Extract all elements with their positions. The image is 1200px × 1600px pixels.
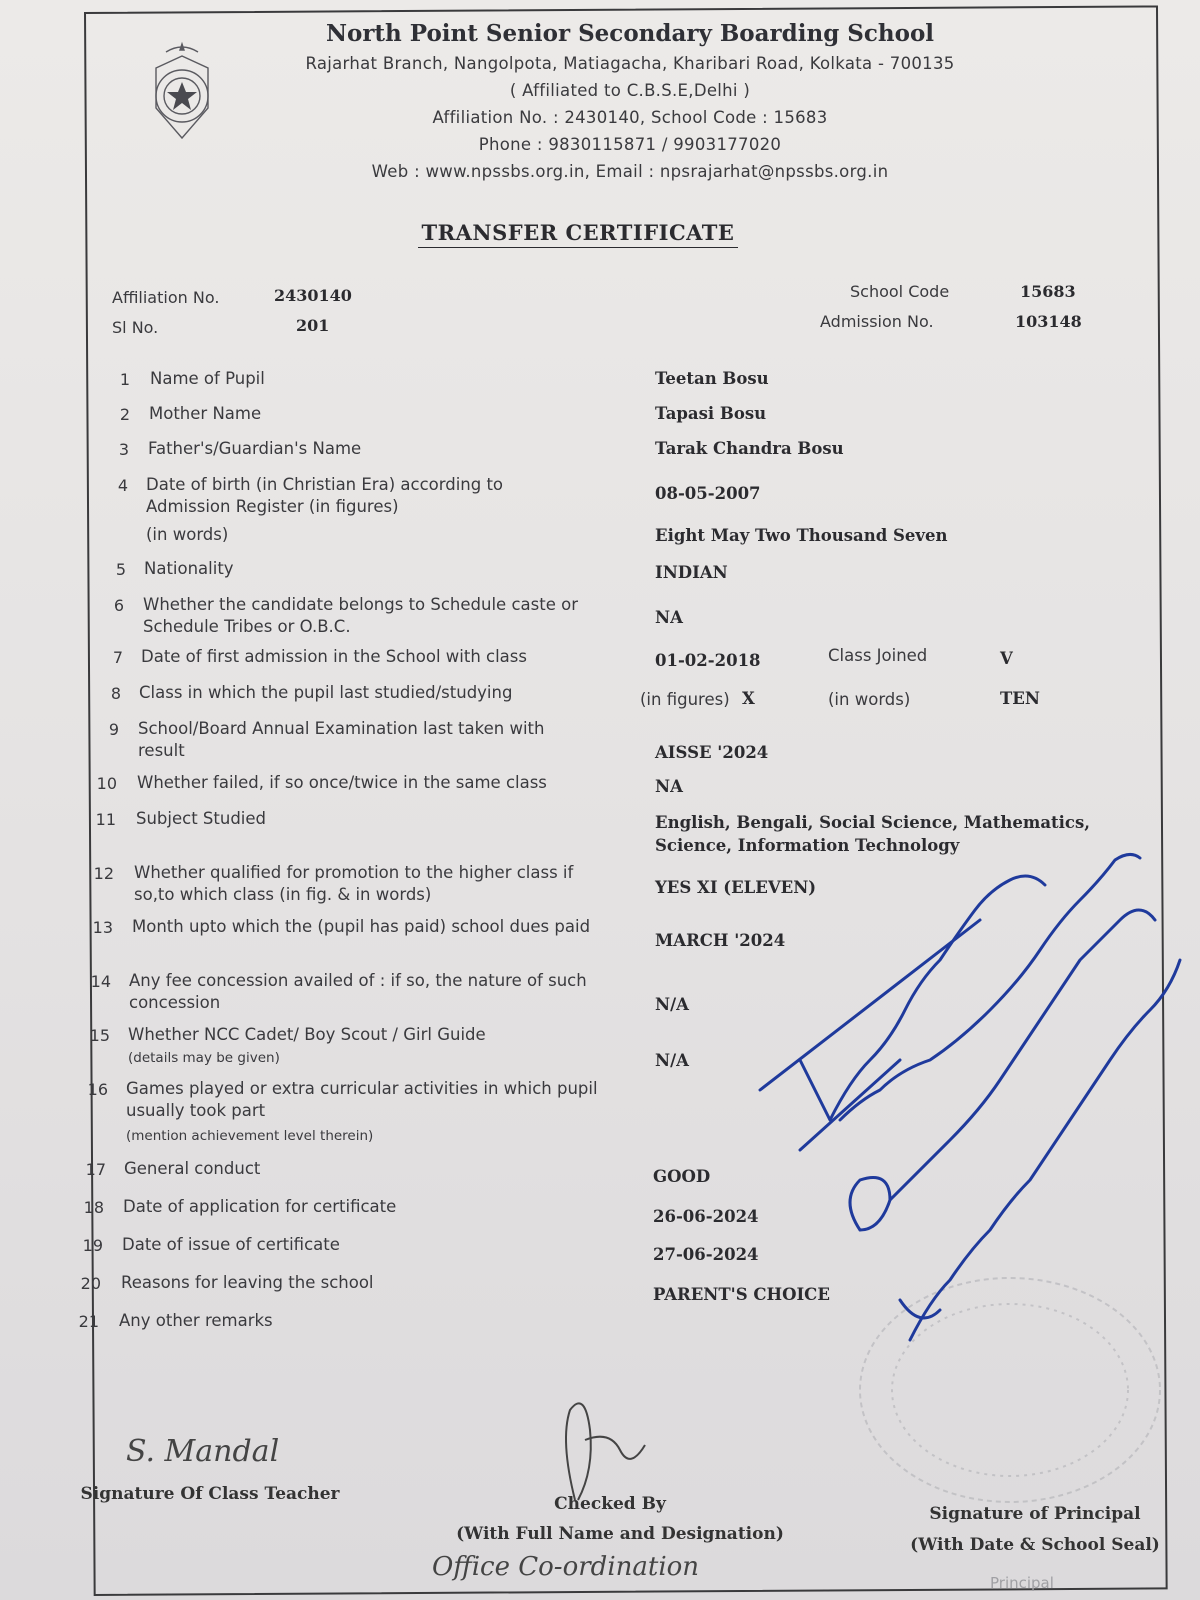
row-label: Whether NCC Cadet/ Boy Scout / Girl Guide [128, 1025, 486, 1044]
affiliation-line: Affiliation No. : 2430140, School Code : 15683 [432, 108, 828, 127]
row-value: NA [655, 777, 683, 796]
row-value: N/A [655, 995, 689, 1014]
row-number: 9 [108, 720, 119, 739]
row-number: 16 [87, 1080, 108, 1099]
row-number: 15 [89, 1026, 110, 1045]
row-number: 14 [90, 972, 111, 991]
row-value: 08-05-2007 [655, 484, 761, 503]
in-figures-value: X [742, 689, 755, 708]
checked-by-handwritten: Office Co-ordination [432, 1552, 700, 1582]
principal-stamp-text: Principal [990, 1574, 1054, 1592]
row-value: English, Bengali, Social Science, Mathematics, [655, 813, 1091, 832]
row-note: (mention achievement level therein) [126, 1128, 374, 1144]
row-label: General conduct [124, 1159, 261, 1178]
row-label: Any fee concession availed of : if so, the nature of such concession [129, 971, 587, 1012]
row-label: Class in which the pupil last studied/studying [139, 683, 513, 702]
row-number: 18 [83, 1198, 104, 1217]
row-label: Subject Studied [136, 809, 267, 828]
class-joined-value: V [1000, 649, 1013, 668]
row-label: Whether the candidate belongs to Schedule caste or Schedule Tribes or O.B.C. [143, 595, 578, 636]
row-label: School/Board Annual Examination last taken with result [138, 719, 545, 760]
affiliation-value: 2430140 [274, 286, 352, 305]
row-number: 19 [82, 1236, 103, 1255]
in-figures-label: (in figures) [640, 690, 730, 709]
row-sublabel: (in words) [146, 525, 229, 544]
row-number: 2 [119, 405, 130, 424]
row-value: GOOD [653, 1167, 711, 1186]
affiliation-label: Affiliation No. [112, 288, 220, 307]
row-number: 12 [93, 864, 114, 883]
school-address: Rajarhat Branch, Nangolpota, Matiagacha, Kharibari Road, Kolkata - 700135 [305, 54, 955, 73]
in-words-label: (in words) [828, 690, 911, 709]
class-teacher-label: Signature Of Class Teacher [80, 1484, 340, 1504]
principal-label: Signature of Principal [929, 1504, 1141, 1524]
school-code-value: 15683 [1020, 282, 1076, 301]
row-value: INDIAN [655, 563, 728, 582]
row-label: Name of Pupil [150, 369, 265, 388]
row-number: 20 [80, 1274, 101, 1293]
checked-by-label: Checked By [554, 1494, 666, 1514]
school-emblem-icon [146, 38, 218, 148]
row-number: 17 [85, 1160, 106, 1179]
row-value: YES XI (ELEVEN) [655, 878, 817, 897]
phone-line: Phone : 9830115871 / 9903177020 [478, 135, 782, 154]
checked-by-sub: (With Full Name and Designation) [456, 1524, 784, 1544]
in-words-value: TEN [1000, 689, 1040, 708]
row-value: Tarak Chandra Bosu [655, 439, 844, 458]
row-label: Games played or extra curricular activities in which pupil usually took part [126, 1079, 598, 1120]
row-number: 7 [112, 648, 123, 667]
row-label: Whether failed, if so once/twice in the same class [137, 773, 547, 792]
row-number: 6 [113, 596, 124, 615]
row-value: Tapasi Bosu [655, 404, 767, 423]
row-value: N/A [655, 1051, 689, 1070]
school-code-label: School Code [850, 282, 950, 301]
row-number: 13 [92, 918, 113, 937]
class-teacher-signature: S. Mandal [126, 1434, 280, 1469]
document-title: TRANSFER CERTIFICATE [418, 220, 738, 248]
row-number: 5 [115, 560, 126, 579]
row-note: (details may be given) [128, 1050, 280, 1066]
row-label: Father's/Guardian's Name [148, 439, 362, 458]
row-number: 4 [117, 476, 128, 495]
row-label: Nationality [144, 559, 234, 578]
principal-sub: (With Date & School Seal) [910, 1535, 1160, 1555]
affiliated-line: ( Affiliated to C.B.S.E,Delhi ) [509, 81, 751, 100]
row-value: NA [655, 608, 683, 627]
row-number: 21 [78, 1312, 99, 1331]
row-label: Any other remarks [119, 1311, 273, 1330]
row-subvalue: Eight May Two Thousand Seven [655, 526, 948, 545]
row-label: Whether qualified for promotion to the higher class if so,to which class (in fig. & in words) [134, 863, 574, 904]
admission-label: Admission No. [820, 312, 934, 331]
row-value: 27-06-2024 [653, 1245, 759, 1264]
row-label: Month upto which the (pupil has paid) school dues paid [132, 917, 591, 936]
row-value: 01-02-2018 [655, 651, 761, 670]
school-name: North Point Senior Secondary Boarding School [325, 20, 935, 47]
row-number: 11 [95, 810, 116, 829]
admission-value: 103148 [1015, 312, 1082, 331]
row-value: PARENT'S CHOICE [653, 1285, 830, 1304]
row-number: 8 [110, 684, 121, 703]
sl-label: Sl No. [112, 318, 159, 337]
row-value: 26-06-2024 [653, 1207, 759, 1226]
row-label: Date of issue of certificate [122, 1235, 340, 1254]
row-value: AISSE '2024 [655, 743, 769, 762]
sl-value: 201 [296, 316, 330, 335]
class-joined-label: Class Joined [828, 646, 928, 665]
row-number: 10 [96, 774, 117, 793]
row-label: Date of birth (in Christian Era) according to Admission Register (in figures) [146, 475, 504, 516]
row-label: Reasons for leaving the school [121, 1273, 374, 1292]
row-value-continued: Science, Information Technology [655, 836, 960, 855]
web-line: Web : www.npssbs.org.in, Email : npsrajarhat@npssbs.org.in [371, 162, 889, 181]
row-number: 1 [119, 370, 130, 389]
row-number: 3 [118, 440, 129, 459]
row-label: Date of application for certificate [123, 1197, 397, 1216]
row-value: MARCH '2024 [655, 931, 786, 950]
row-label: Mother Name [149, 404, 262, 423]
row-value: Teetan Bosu [655, 369, 769, 388]
row-label: Date of first admission in the School with class [141, 647, 527, 666]
